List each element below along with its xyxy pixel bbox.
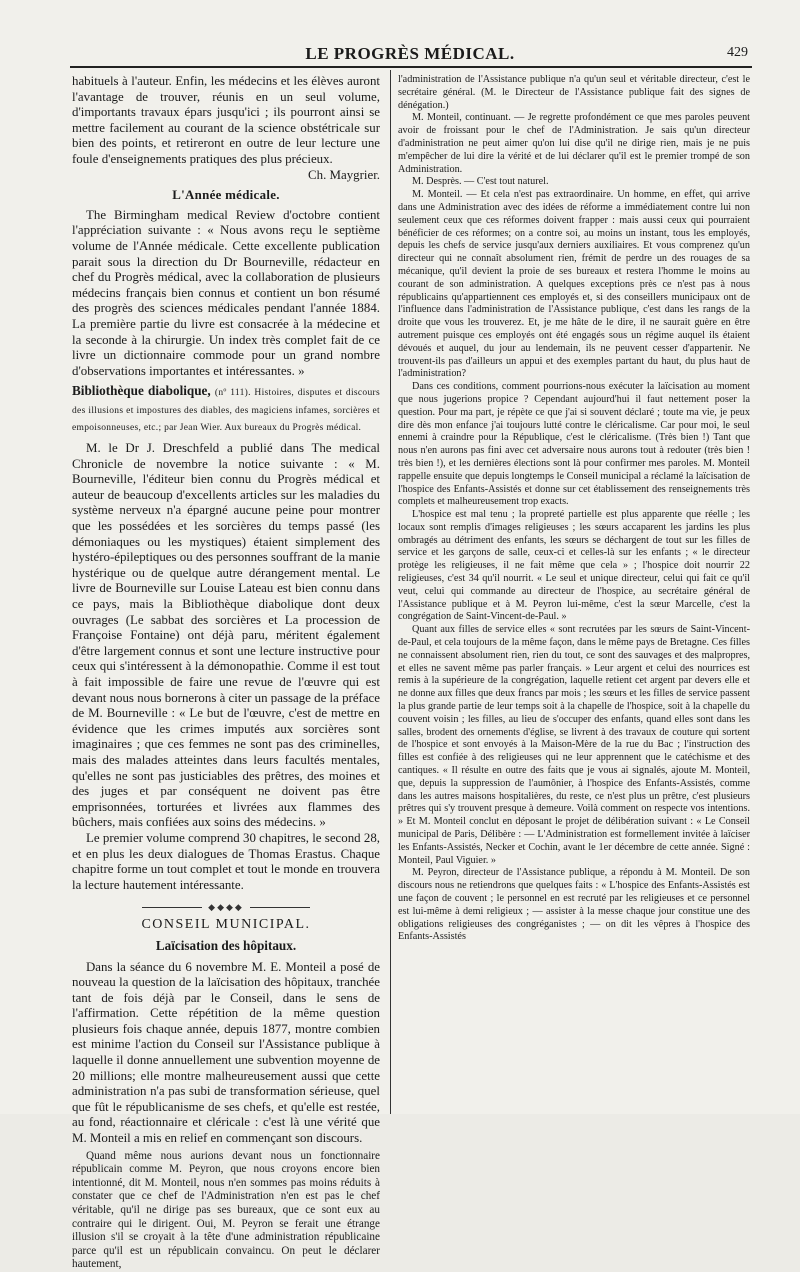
bibliography-details: (nº 111). Histoires, disputes et discours des illusions et impostures des diables, des magiciens infames, sorcières et empoisonneuses, etc.; par Jean Wier. Aux bureaux du Progrès médical.	[72, 388, 380, 434]
signature: Ch. Maygrier.	[308, 167, 380, 182]
page-header	[70, 44, 750, 66]
paragraph-administration: l'administration de l'Assistance publique n'a qu'un seul et véritable directeur, c'est le secrétaire général. (M. le Directeur de l'Assistance publique fait des signes de dénégation.)	[398, 74, 750, 111]
paragraph-filles-de-service: Quant aux filles de service elles « sont recrutées par les sœurs de Saint-Vincent-de-Paul, et cela toujours de la même façon, dans le même pays de Bretagne. Ces filles ne connaissent absolument rien, rien du tout, ce sont des sauvages et des malpropres, et elles ne savent même pas parler français. » Leur argent et celui des nourrices est remis à la supérieure de la congrégation, laquelle retient cet argent par devers elle et ne donne aux filles que deux francs par mois ; les sœurs et les filles de service passent la plus grande partie de leur temps soit à la chapelle de l'hospice, soit à la chapelle du couvent voisin ; les filles, au lieu de s'occuper des enfants, quand elles sont dans les salles, brodent des ornements d'église, se livrent à des travaux de couture qui sortent de l'hospice et sont envoyés à la Maison-Mère de la rue du Bac ; l'instruction des filles est confiée à des religieuses qui ne leur apprennent que le catéchisme et des cantiques. « Il résulte en outre des faits que je vous ai signalés, ajoute M. Monteil, que, depuis la suppression de l'aumônier, à l'hospice des Enfants-Assistés, comme dans les autres maisons hospitalières, du reste, ce n'est plus un prêtre, c'est plusieurs prêtres qui s'y trouvent presque à demeure. Voilà comment on respecte vos intentions. » Et M. Monteil conclut en déposant le projet de délibération suivant : « Le Conseil municipal de Paris, Délibère : — L'Administration est formellement invitée à laïciser les Enfants-Assistés, Necker et Cochin, avant le 1er décembre de cette année. Signé : Monteil, Paul Viguier. »	[398, 624, 750, 866]
bibliography-title: Bibliothèque diabolique,	[72, 383, 211, 399]
page-number: 429	[727, 45, 748, 60]
column-divider	[390, 70, 391, 1114]
paragraph-quand-meme: Quand même nous aurions devant nous un fonctionnaire républicain comme M. Peyron, que nous croyons encore bien intentionné, dit M. Monteil, nous n'en sommes pas moins réduits à constater que ce chef de l'Administration n'en est pas le chef véritable, qu'il ne dirige pas ses bureaux, que ce sont eux au contraire qui le dirigent. Oui, M. Peyron se ferait une étrange illusion s'il se croyait à la tête d'une administration républicaine parce qu'il est un républicain convaincu. On peut le déclarer hautement,	[72, 1149, 380, 1271]
paragraph-annee-medicale: The Birmingham medical Review d'octobre contient l'appréciation suivante : « Nous avons reçu le septième volume de l'Année médicale. Cette excellente publication parait sous la direction du Dr Bourneville, rédacteur en chef du Progrès médical, avec la collaboration de plusieurs médecins français bien connus et contient un bon résumé des progrès des sciences médicales pendant l'année 1884. La première partie du livre est consacrée à la médecine et la seconde à la chirurgie. Un index très complet fait de ce livre un dictionnaire commode pour un grand nombre d'observations importantes et intéressantes. »	[72, 207, 380, 378]
section-heading-annee-medicale: L'Année médicale.	[172, 188, 280, 203]
section-heading-conseil-municipal: CONSEIL MUNICIPAL.	[141, 917, 311, 933]
paragraph-volume: Le premier volume comprend 30 chapitres, le second 28, et en plus les deux dialogues de Thomas Erastus. Chaque chapitre forme un tout complet et tout le monde en trouvera la lecture hautement intéressante.	[72, 830, 380, 892]
paragraph-intro: habituels à l'auteur. Enfin, les médecins et les élèves auront l'avantage de trouver, réunis en un seul volume, d'importants travaux épars jusqu'ici ; ils pourront ainsi se mettre facilement au courant de la science obstétricale sur bien des points, et retireront en outre de leur lecture une foule d'enseignements pratiques des plus précieux.	[72, 74, 380, 166]
paragraph-monteil-continuant: M. Monteil, continuant. — Je regrette profondément ce que mes paroles peuvent avoir de froissant pour le chef de l'Administration. Je sais qu'un directeur d'administration ne peut aimer qu'on lui dise qu'il ne dirige rien, mais je ne puis m'empêcher de lui dire la vérité et de lui déclarer qu'il est le premier trompé de son Administration.	[398, 112, 750, 175]
paragraph-dans-ces-conditions: Dans ces conditions, comment pourrions-nous exécuter la laïcisation au moment que nous jugerions propice ? Cependant aujourd'hui il faut nettement poser la question. Pour ma part, je répète ce que j'ai si souvent déclaré ; toute ma vie, je peux dire dès mon enfance j'ai toujours lutté contre le cléricalisme. Car pour moi, le seul ennemi à craindre pour la République, c'est le cléricalisme. (Très bien !) Tant que nous n'en aurons pas fini avec cet adversaire nous aurons tout à redouter (très bien ! très bien !), et les dernières élections sont là pour confirmer mes paroles. M. Monteil rappelle ensuite que depuis longtemps le Conseil municipal a réclamé la laïcisation de l'hospice des Enfants-Assistés et donne sur cet établissement des renseignements très complets et malheureusement trop exacts.	[398, 381, 750, 508]
paragraph-despres: M. Desprès. — C'est tout naturel.	[412, 176, 549, 188]
left-column	[72, 74, 380, 1272]
paragraph-hospice: L'hospice est mal tenu ; la propreté partielle est plus apparente que réelle ; les locaux sont remplis d'images religieuses ; les sœurs accaparent les jardins les plus ombragés au détriment des enfants, les sœurs se déchargent de tout sur les filles de service et les garçons de salle, ceux-ci et celles-là sur les enfants ; « le directeur protège les religieuses, il ne fait même que cela » ; l'hospice doit nourrir 22 religieuses, c'est 34 qu'il nourrit. « Le seul et unique directeur, celui qui fait ce qu'il veut, celui qui commande au directeur de l'hospice, au secrétaire général de l'Assistance publique et à M. Peyron lui-même, c'est la sœur Marcelle, c'est la congrégation de Saint-Vincent-de-Paul. »	[398, 509, 750, 623]
paragraph-dreschfeld: M. le Dr J. Dreschfeld a publié dans The medical Chronicle de novembre la notice suivante : « M. Bourneville, l'éditeur bien connu du Progrès médical et auteur de beaucoup d'excellents articles sur les maladies du système nerveux n'a épargné aucune peine pour montrer que les possédées et les sorcières du temps passé (les démoniaques ou les mystiques) étaient simplement des hystéro-épileptiques ou des personnes souffrant de la manie hystérique ou de quelque autre dérangement mental. Le livre de Bourneville sur Louise Lateau est bien connu dans ce pays, mais la Bibliothèque diabolique dont deux ouvrages (Le sabbat des sorcières et La procession de Françoise Fontaine) ont déjà paru, méritent également d'être largement connus et sont une lecture instructive pour ceux qui s'intéressent à la démonopathie. Comme il est tout à fait impossible de faire une revue de l'œuvre qui est devant nous nous bornerons à citer un passage de la préface de M. Bourneville : « Le but de l'œuvre, c'est de mettre en évidence que les crimes imputés aux sorcières sont imaginaires ; que ces femmes ne sont pas des criminelles, mais des malades atteintes dans leurs facultés mentales, qu'elles ne sont pas justiciables des prêtres, des moines et des juges et par conséquent ne doivent pas être emprisonnées, torturées et livrées aux flammes des bûchers, mais confiées aux soins des médecins. »	[72, 441, 380, 830]
subheading-laicisation: Laïcisation des hôpitaux.	[155, 937, 297, 953]
section-ornament: ◆◆◆◆	[72, 899, 380, 915]
right-column	[398, 74, 750, 944]
bibliography-entry	[72, 383, 380, 437]
journal-title: LE PROGRÈS MÉDICAL.	[305, 44, 515, 63]
paragraph-monteil-reforme: M. Monteil. — Et cela n'est pas extraordinaire. Un homme, en effet, qui arrive dans une Administration avec des idées de réforme a immédiatement contre lui non seulement ceux que ces réformes doivent frapper : mais aussi ceux qui pourraient bénéficier de ces réformes; on a contre soi, au moins un instant, tous les employés, depuis les chefs de service jusqu'aux derniers auxiliaires. Et vous comprenez qu'un directeur qui ne connaît absolument rien, frémit de perdre un des rouages de sa mécanique, qu'il devient la proie de ses bureaux et restera l'homme le moins au courant de son administration. A quelques exceptions près ce n'est pas à nous républicains qu'appartiennent ces employés et, si des conseillers municipaux ont de l'influence dans l'administration de l'Assistance publique, c'est dans les rangs de la droite que vous les trouverez. Et, je me hâte de le dire, il ne saurait guère en être autrement puisque ces employés ont été engagés sous un régime auquel ils étaient dévoués et auquel, du jour au lendemain, ils ne peuvent cesser d'appartenir. Ne trouvent-ils pas d'ailleurs un appui et des exemples partant du haut, du plus haut de l'administration?	[398, 189, 750, 380]
header-rule	[70, 66, 752, 68]
paragraph-peyron: M. Peyron, directeur de l'Assistance publique, a répondu à M. Monteil. De son discours nous ne retiendrons que quelques faits : « L'hospice des Enfants-Assistés est une façon de couvent ; le personnel en est recruté par les religieuses et ce personnel est lui-même à demi religieux ; — assister à la messe chaque jour constitue une des obligations religieuses des congréganistes ; — on dit les vêpres à l'hospice des Enfants-Assistés	[398, 867, 750, 943]
paragraph-seance: Dans la séance du 6 novembre M. E. Monteil a posé de nouveau la question de la laïcisation des hôpitaux, tranchée tant de fois déjà par le Conseil, dans le sens de l'affirmation. Cette répétition de la même question plusieurs fois chaque année, depuis 1877, montre combien est minime l'action du Conseil sur l'Assistance publique à laquelle il donne annuellement une subvention moyenne de 20 millions; elle montre malheureusement aussi que cette administration n'a pas subi de transformation sérieuse, quel que fût le républicanisme de ses chefs, et qu'elle est restée, au fond, réactionnaire et cléricale : c'est là une vérité que M. Monteil a mis en relief en commençant son discours.	[72, 959, 380, 1146]
